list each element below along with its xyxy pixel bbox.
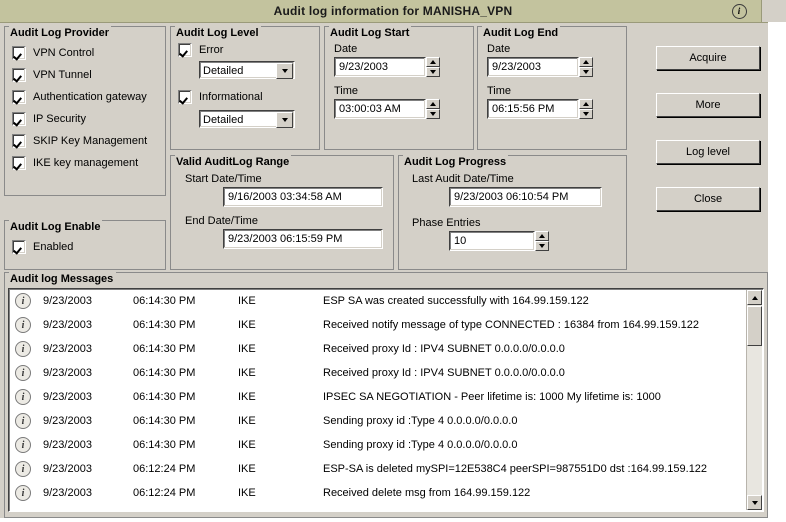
level-informational-select[interactable] [199, 110, 295, 128]
start-time-field[interactable] [334, 99, 440, 119]
stepper-down-icon[interactable] [535, 241, 549, 251]
message-time: 06:14:30 PM [133, 391, 196, 403]
checkbox-icon[interactable] [12, 240, 26, 254]
provider-item-label: IP Security [33, 113, 86, 125]
enable-item-enabled[interactable] [12, 236, 165, 258]
stepper-up-icon[interactable] [426, 99, 440, 109]
log-level-button[interactable] [656, 140, 760, 164]
audit-log-messages-legend: Audit log Messages [9, 272, 116, 286]
provider-item-vpn-control[interactable] [12, 42, 165, 64]
acquire-button-label: Acquire [689, 52, 727, 64]
message-text: Sending proxy id :Type 4 0.0.0.0/0.0.0.0 [323, 439, 518, 451]
start-time-stepper[interactable] [426, 99, 440, 119]
scroll-up-icon[interactable] [747, 290, 762, 305]
audit-log-enable-group [4, 220, 166, 270]
message-text: ESP-SA is deleted mySPI=12E538C4 peerSPI=987551D0 dst :164.99.159.122 [323, 463, 708, 475]
message-source: IKE [238, 463, 256, 475]
message-source: IKE [238, 415, 256, 427]
list-item[interactable] [9, 457, 763, 481]
stepper-down-icon[interactable] [579, 109, 593, 119]
message-time: 06:14:30 PM [133, 343, 196, 355]
provider-item-ike-key-management[interactable] [12, 152, 165, 174]
audit-log-provider-group [4, 26, 166, 196]
level-error-checkbox-row[interactable] [178, 40, 319, 60]
range-end-value: 9/23/2003 06:15:59 PM [223, 229, 383, 249]
message-source: IKE [238, 487, 256, 499]
message-time: 06:14:30 PM [133, 319, 196, 331]
info-icon: i [15, 413, 31, 429]
end-time-field[interactable] [487, 99, 593, 119]
stepper-down-icon[interactable] [579, 67, 593, 77]
stepper-up-icon[interactable] [579, 99, 593, 109]
stepper-down-icon[interactable] [426, 67, 440, 77]
titlebar-right-edge [761, 0, 786, 22]
provider-item-ip-security[interactable] [12, 108, 165, 130]
chevron-down-icon[interactable] [276, 63, 293, 79]
info-button[interactable] [730, 2, 748, 20]
level-informational-checkbox-row[interactable] [178, 85, 319, 109]
end-date-label: Date [487, 43, 511, 55]
list-item[interactable] [9, 409, 763, 433]
window-title: Audit log information for MANISHA_VPN [273, 4, 513, 18]
start-time-value[interactable]: 03:00:03 AM [334, 99, 426, 119]
message-date: 9/23/2003 [43, 367, 92, 379]
scrollbar-thumb[interactable] [747, 306, 762, 346]
message-text: Received delete msg from 164.99.159.122 [323, 487, 531, 499]
info-icon: i [15, 341, 31, 357]
checkbox-icon[interactable] [12, 46, 26, 60]
messages-scrollbar[interactable] [746, 290, 762, 510]
level-error-label: Error [199, 44, 224, 56]
message-date: 9/23/2003 [43, 391, 92, 403]
progress-last-value: 9/23/2003 06:10:54 PM [449, 187, 602, 207]
provider-item-vpn-tunnel[interactable] [12, 64, 165, 86]
close-button[interactable] [656, 187, 760, 211]
message-source: IKE [238, 367, 256, 379]
message-source: IKE [238, 439, 256, 451]
message-text: Received proxy Id : IPV4 SUBNET 0.0.0.0/0.0.0.0 [323, 367, 565, 379]
start-date-label: Date [334, 43, 358, 55]
chevron-down-icon[interactable] [276, 112, 293, 128]
message-date: 9/23/2003 [43, 319, 92, 331]
start-time-label: Time [334, 85, 359, 97]
audit-log-messages-list[interactable] [8, 288, 764, 512]
message-time: 06:14:30 PM [133, 415, 196, 427]
log-level-button-label: Log level [685, 146, 731, 158]
audit-log-enable-legend: Audit Log Enable [10, 221, 101, 233]
stepper-up-icon[interactable] [426, 57, 440, 67]
message-time: 06:14:30 PM [133, 295, 196, 307]
list-item[interactable] [9, 289, 763, 313]
close-button-label: Close [693, 193, 723, 205]
audit-log-provider-legend: Audit Log Provider [10, 27, 109, 39]
start-date-stepper[interactable] [426, 57, 440, 77]
provider-item-label: VPN Tunnel [33, 69, 92, 81]
checkbox-icon[interactable] [178, 90, 192, 104]
checkbox-icon[interactable] [12, 68, 26, 82]
start-date-field[interactable] [334, 57, 440, 77]
message-text: Sending proxy id :Type 4 0.0.0.0/0.0.0.0 [323, 415, 518, 427]
info-icon: i [15, 461, 31, 477]
provider-item-label: Authentication gateway [33, 91, 147, 103]
list-item[interactable] [9, 313, 763, 337]
message-text: ESP SA was created successfully with 164.99.159.122 [323, 295, 589, 307]
end-date-field[interactable] [487, 57, 593, 77]
provider-item-skip-key-management[interactable] [12, 130, 165, 152]
message-source: IKE [238, 295, 256, 307]
list-item[interactable] [9, 481, 763, 505]
list-item[interactable] [9, 337, 763, 361]
message-source: IKE [238, 343, 256, 355]
provider-item-label: IKE key management [33, 157, 139, 169]
audit-log-end-legend: Audit Log End [483, 27, 559, 39]
message-date: 9/23/2003 [43, 295, 92, 307]
more-button[interactable] [656, 93, 760, 117]
stepper-down-icon[interactable] [426, 109, 440, 119]
audit-log-progress-legend: Audit Log Progress [404, 156, 507, 168]
stepper-up-icon[interactable] [579, 57, 593, 67]
message-time: 06:12:24 PM [133, 463, 196, 475]
audit-log-level-legend: Audit Log Level [176, 27, 259, 39]
end-date-value[interactable]: 9/23/2003 [487, 57, 579, 77]
checkbox-icon[interactable] [12, 156, 26, 170]
info-icon: i [15, 437, 31, 453]
info-icon: i [15, 365, 31, 381]
level-informational-value: Detailed [203, 114, 244, 126]
progress-last-label: Last Audit Date/Time [412, 173, 514, 185]
message-source: IKE [238, 319, 256, 331]
message-date: 9/23/2003 [43, 487, 92, 499]
checkbox-icon[interactable] [178, 43, 192, 57]
list-item[interactable] [9, 385, 763, 409]
end-date-stepper[interactable] [579, 57, 593, 77]
acquire-button[interactable] [656, 46, 760, 70]
message-text: Received notify message of type CONNECTED : 16384 from 164.99.159.122 [323, 319, 700, 331]
message-source: IKE [238, 391, 256, 403]
more-button-label: More [695, 99, 721, 111]
info-icon: i [15, 293, 31, 309]
level-informational-label: Informational [199, 91, 263, 103]
message-time: 06:12:24 PM [133, 487, 196, 499]
range-start-label: Start Date/Time [185, 173, 262, 185]
audit-log-messages-group [4, 272, 768, 518]
audit-log-start-group [324, 26, 474, 150]
valid-auditlog-range-legend: Valid AuditLog Range [176, 156, 290, 168]
progress-phase-stepper[interactable] [535, 231, 549, 251]
list-item[interactable] [9, 361, 763, 385]
message-date: 9/23/2003 [43, 343, 92, 355]
message-date: 9/23/2003 [43, 415, 92, 427]
audit-log-end-group [477, 26, 627, 150]
message-text: IPSEC SA NEGOTIATION - Peer lifetime is: 1000 My lifetime is: 1000 [323, 391, 661, 403]
provider-item-authentication-gateway[interactable] [12, 86, 165, 108]
level-error-select[interactable] [199, 61, 295, 79]
progress-phase-value[interactable]: 10 [449, 231, 535, 251]
message-date: 9/23/2003 [43, 463, 92, 475]
checkbox-icon[interactable] [12, 90, 26, 104]
info-icon: i [15, 389, 31, 405]
message-date: 9/23/2003 [43, 439, 92, 451]
list-item[interactable] [9, 433, 763, 457]
message-text: Received proxy Id : IPV4 SUBNET 0.0.0.0/0.0.0.0 [323, 343, 565, 355]
end-time-label: Time [487, 85, 512, 97]
stepper-up-icon[interactable] [535, 231, 549, 241]
info-icon: i [15, 317, 31, 333]
audit-log-start-legend: Audit Log Start [330, 27, 410, 39]
range-start-value: 9/16/2003 03:34:58 AM [223, 187, 383, 207]
checkbox-icon[interactable] [12, 112, 26, 126]
host-window-right-strip [768, 22, 786, 522]
range-end-label: End Date/Time [185, 215, 258, 227]
progress-phase-label: Phase Entries [412, 217, 481, 229]
progress-phase-field[interactable] [449, 231, 549, 251]
checkbox-icon[interactable] [12, 134, 26, 148]
start-date-value[interactable]: 9/23/2003 [334, 57, 426, 77]
valid-auditlog-range-group [170, 155, 394, 270]
audit-log-level-group [170, 26, 320, 150]
provider-item-label: VPN Control [33, 47, 95, 59]
end-time-stepper[interactable] [579, 99, 593, 119]
titlebar [0, 0, 786, 23]
info-icon: i [732, 4, 747, 19]
message-time: 06:14:30 PM [133, 439, 196, 451]
audit-log-progress-group [398, 155, 627, 270]
message-time: 06:14:30 PM [133, 367, 196, 379]
level-error-value: Detailed [203, 65, 244, 77]
host-window-bottom-strip [0, 518, 786, 522]
enable-item-label: Enabled [33, 241, 74, 253]
info-icon: i [15, 485, 31, 501]
scroll-down-icon[interactable] [747, 495, 762, 510]
end-time-value[interactable]: 06:15:56 PM [487, 99, 579, 119]
provider-item-label: SKIP Key Management [33, 135, 148, 147]
